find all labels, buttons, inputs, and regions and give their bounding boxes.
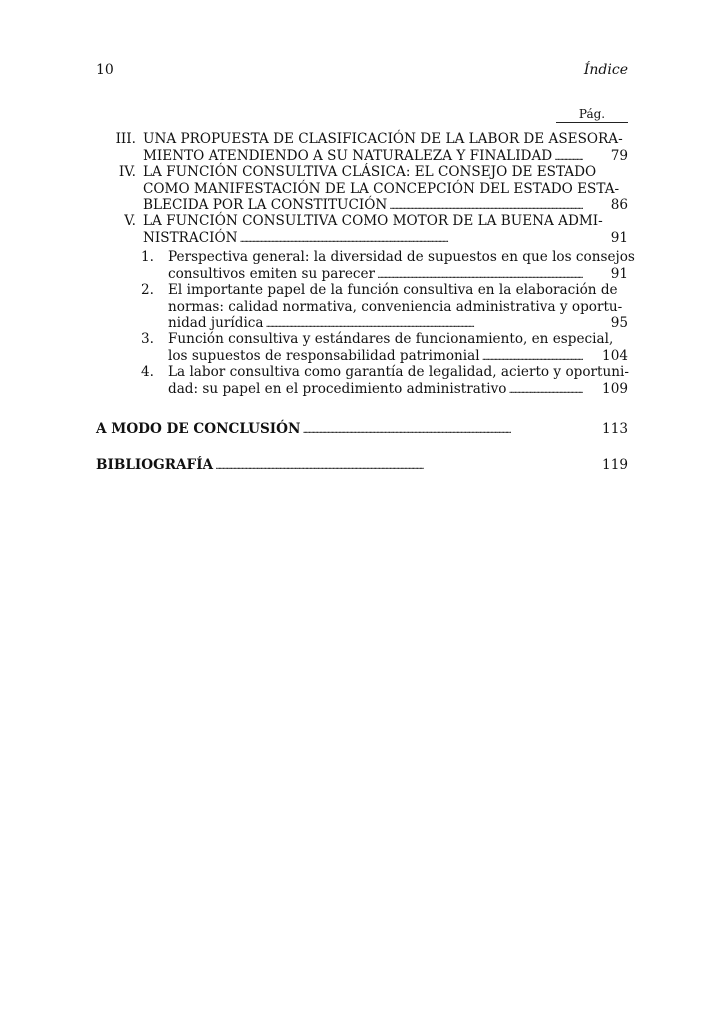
- toc-entry-last-line: [143, 197, 585, 214]
- toc-entry-label: V.: [124, 213, 136, 229]
- toc-entry-last-line: [168, 348, 585, 365]
- toc-entry-last-text: BIBLIOGRAFÍA: [96, 457, 214, 473]
- toc-entry-page: 79: [610, 148, 628, 164]
- toc-entry-page: 119: [602, 457, 628, 473]
- toc-entry-last-text: consultivos emiten su parecer: [168, 265, 376, 282]
- toc-entry-label: 3.: [141, 331, 154, 347]
- toc-entry-last-line: [96, 421, 585, 438]
- toc-entry-label: 2.: [141, 282, 154, 298]
- toc-entry-page: 95: [610, 315, 628, 331]
- toc-entry-last-line: [143, 230, 585, 247]
- toc-entry-line: Perspectiva general: la diversidad de supuestos en que los consejos: [168, 249, 635, 265]
- toc-entry-line: LA FUNCIÓN CONSULTIVA CLÁSICA: EL CONSEJO DE ESTADO: [143, 164, 597, 180]
- toc-entry-last-text: MIENTO ATENDIENDO A SU NATURALEZA Y FINALIDAD: [143, 147, 553, 164]
- toc-entry-label: III.: [115, 131, 136, 147]
- toc-entry-page: 91: [610, 230, 628, 246]
- running-title: Índice: [583, 62, 628, 78]
- toc-entry-last-line: [96, 457, 585, 474]
- toc-entry-last-text: nidad jurídica: [168, 315, 264, 331]
- toc-entry-label: 4.: [141, 364, 154, 380]
- toc-entry-line: El importante papel de la función consultiva en la elaboración de: [168, 282, 618, 298]
- toc-entry-line: LA FUNCIÓN CONSULTIVA COMO MOTOR DE LA BUENA ADMI-: [143, 213, 603, 229]
- toc-entry-page: 109: [602, 381, 628, 397]
- toc-entry-last-line: [168, 381, 585, 398]
- toc-entry-last-text: A MODO DE CONCLUSIÓN: [96, 421, 301, 437]
- leader-dots: [508, 383, 583, 400]
- toc-entry-last-text: dad: su papel en el procedimiento administrativo: [168, 380, 507, 397]
- toc-entry-line: Función consultiva y estándares de funcionamiento, en especial,: [168, 331, 614, 347]
- pag-label: Pág.: [578, 107, 606, 121]
- toc-entry-line: UNA PROPUESTA DE CLASIFICACIÓN DE LA LABOR DE ASESORA-: [143, 131, 623, 147]
- toc-entry-page: 86: [610, 197, 628, 213]
- leader-dots: [240, 232, 583, 249]
- toc-entry-last-line: [143, 148, 585, 165]
- leader-dots: [302, 423, 583, 440]
- toc-entry-page: 104: [602, 348, 628, 364]
- toc-entry-page: 113: [602, 421, 628, 437]
- toc-entry-last-text: NISTRACIÓN: [143, 229, 238, 246]
- toc-entry-label: 1.: [141, 249, 154, 265]
- toc-entry-page: 91: [610, 266, 628, 282]
- toc-entry-line: COMO MANIFESTACIÓN DE LA CONCEPCIÓN DEL ESTADO ESTA-: [143, 180, 620, 197]
- page-number: 10: [96, 62, 114, 78]
- leader-dots: [215, 459, 583, 476]
- toc-entry-last-text: los supuestos de responsabilidad patrimonial: [168, 347, 480, 364]
- toc-entry-last-line: [168, 315, 585, 332]
- toc-entry-line: normas: calidad normativa, conveniencia administrativa y oportu-: [168, 298, 623, 315]
- toc-entry-line: La labor consultiva como garantía de legalidad, acierto y oportuni-: [168, 364, 629, 380]
- page-column-label: [556, 107, 628, 123]
- toc-entry-last-line: [168, 266, 585, 283]
- toc-entry-last-text: BLECIDA POR LA CONSTITUCIÓN: [143, 197, 388, 213]
- toc-entry-label: IV.: [118, 164, 136, 180]
